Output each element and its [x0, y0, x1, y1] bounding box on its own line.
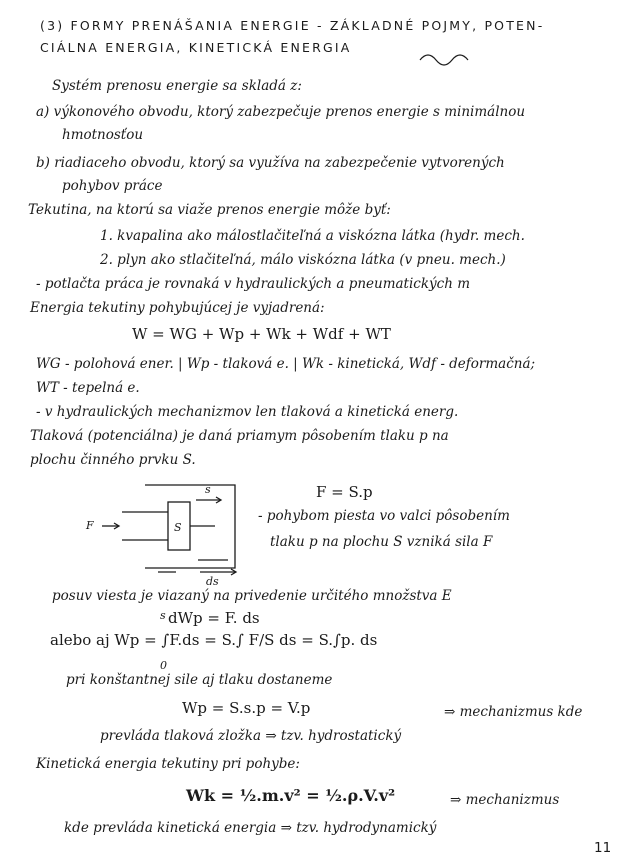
integral-lower-limit: 0	[160, 659, 167, 672]
text-line-4: b) riadiaceho obvodu, ktorý sa využíva na zabezpečenie vytvorených	[36, 155, 505, 171]
page-number: 11	[594, 840, 612, 856]
diagram-force-label: F	[86, 519, 94, 532]
text-line-20: posuv viesta je viazaný na privedenie určitého množstva E	[52, 588, 452, 604]
equation-pressure-work: Wp = S.s.p = V.p	[182, 699, 311, 717]
text-line-22: pri konštantnej sile aj tlaku dostaneme	[66, 672, 333, 688]
text-line-18: - pohybom piesta vo valci pôsobením	[258, 508, 510, 524]
text-line-7: 1. kvapalina ako málostlačiteľná a viskózna látka (hydr. mech.	[100, 228, 525, 244]
text-line-10: Energia tekutiny pohybujúcej je vyjadrená:	[30, 300, 325, 316]
text-line-8: 2. plyn ako stlačiteľná, málo viskózna látka (v pneu. mech.)	[100, 252, 506, 268]
text-line-14: - v hydraulických mechanizmov len tlaková a kinetická energ.	[36, 404, 459, 420]
text-line-15: Tlaková (potenciálna) je daná priamym pôsobením tlaku p na	[30, 428, 449, 444]
text-line-3: hmotnosťou	[62, 127, 144, 143]
text-line-27: kde prevláda kinetická energia ⇒ tzv. hydrodynamický	[64, 820, 437, 836]
text-line-6: Tekutina, na ktorú sa viaže prenos energie môže byť:	[28, 202, 391, 218]
text-line-25: Kinetická energia tekutiny pri pohybe:	[36, 756, 300, 772]
text-line-5: pohybov práce	[62, 178, 163, 194]
text-line-1: Systém prenosu energie sa skladá z:	[52, 78, 302, 94]
equation-differential-work: dWp = F. ds	[168, 609, 260, 627]
text-line-24: prevláda tlaková zložka ⇒ tzv. hydrostatický	[100, 728, 402, 744]
text-line-19: tlaku p na plochu S vzniká sila F	[270, 534, 493, 550]
title-line-2: CIÁLNA ENERGIA, KINETICKÁ ENERGIA	[40, 40, 352, 55]
diagram-ds-label: ds	[206, 575, 219, 588]
equation-integral-work: alebo aj Wp = ∫F.ds = S.∫ F/S ds = S.∫p. ds	[50, 631, 378, 649]
equation-force: F = S.p	[316, 483, 373, 501]
equation-pressure-note: ⇒ mechanizmus kde	[444, 704, 583, 720]
text-line-12: WG - polohová ener. | Wp - tlaková e. | Wk - kinetická, Wdf - deformačná;	[36, 356, 536, 372]
text-line-9: - potlačta práca je rovnaká v hydraulických a pneumatických m	[36, 276, 471, 292]
integral-upper-limit: s	[160, 609, 166, 622]
equation-total-energy: W = WG + Wp + Wk + Wdf + WT	[132, 325, 391, 343]
diagram-displacement-label: s	[205, 483, 211, 496]
equation-kinetic-energy: Wk = ½.m.v² = ½.ρ.V.v²	[186, 786, 396, 805]
text-line-13: WT - tepelná e.	[36, 380, 140, 396]
text-line-16: plochu činného prvku S.	[30, 452, 196, 468]
title-line-1: (3) FORMY PRENÁŠANIA ENERGIE - ZÁKLADNÉ POJMY, POTEN-	[40, 18, 545, 33]
diagram-area-label: S	[174, 521, 182, 534]
equation-kinetic-note: ⇒ mechanizmus	[450, 792, 560, 808]
text-line-2: a) výkonového obvodu, ktorý zabezpečuje prenos energie s minimálnou	[36, 104, 526, 120]
